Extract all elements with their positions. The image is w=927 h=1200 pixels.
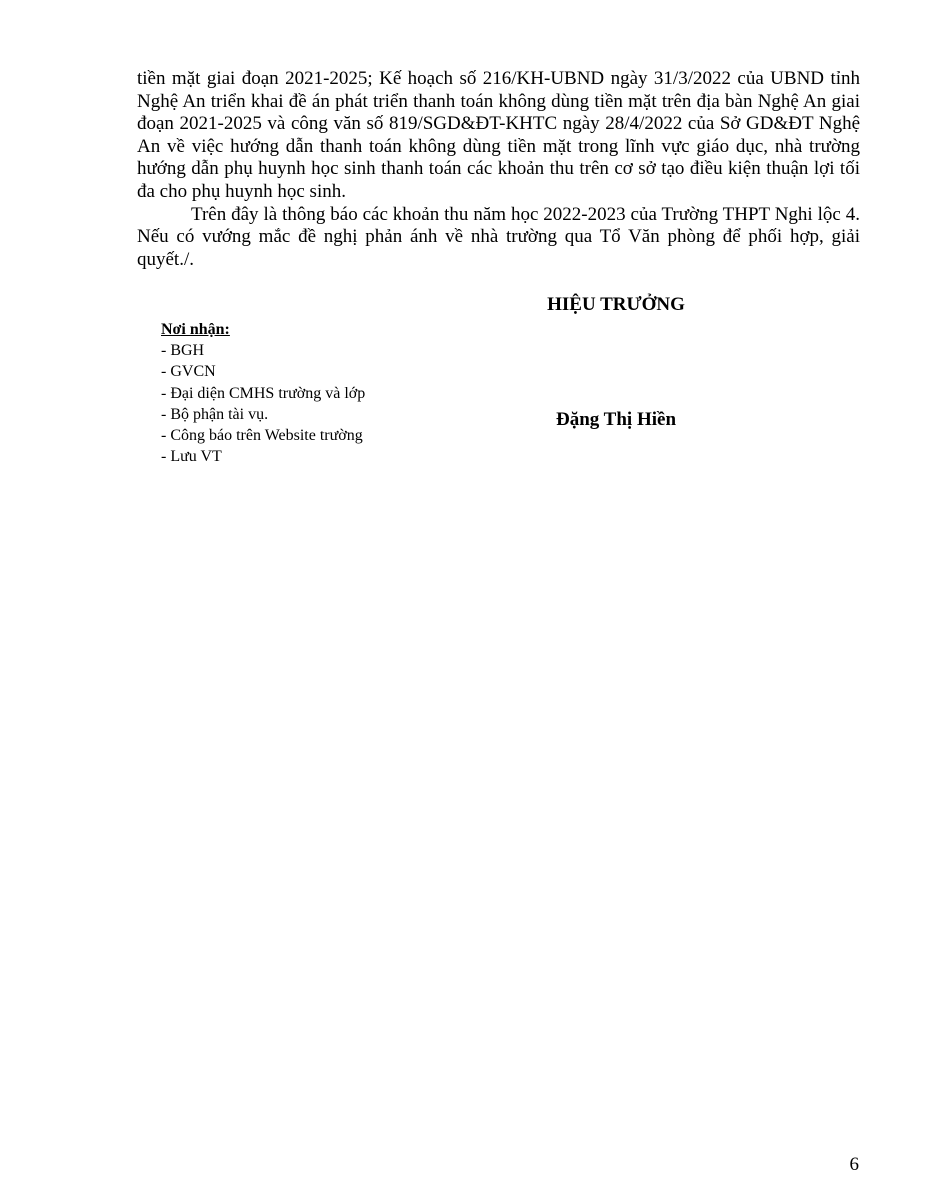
recipients-list <box>161 340 481 467</box>
body-paragraph-1: tiền mặt giai đoạn 2021-2025; Kế hoạch số 216/KH-UBND ngày 31/3/2022 của UBND tỉnh Nghệ An triển khai đề án phát triển thanh toán không dùng tiền mặt trên địa bàn Nghệ An giai đoạn 2021-2025 và công văn số 819/SGD&ĐT-KHTC ngày 28/4/2022 của Sở GD&ĐT Nghệ An về việc hướng dẫn thanh toán không dùng tiền mặt trong lĩnh vực giáo dục, nhà trường hướng dẫn phụ huynh học sinh thanh toán các khoản thu trên cơ sở tạo điều kiện thuận lợi tối đa cho phụ huynh học sinh. <box>137 68 860 202</box>
body-paragraph-2: Trên đây là thông báo các khoản thu năm học 2022-2023 của Trường THPT Nghi lộc 4. Nếu có vướng mắc đề nghị phản ánh về nhà trường qua Tổ Văn phòng để phối hợp, giải quyết./. <box>137 203 860 270</box>
signer-name: Đặng Thị Hiền <box>555 409 677 430</box>
body-text <box>137 68 860 271</box>
recipient-item: - GVCN <box>161 363 216 381</box>
recipients-heading: Nơi nhận: <box>161 321 230 338</box>
recipient-item: - Đại diện CMHS trường và lớp <box>161 384 366 402</box>
recipient-item: - Bộ phận tài vụ. <box>161 405 269 423</box>
recipient-item: - BGH <box>161 342 205 360</box>
page-number: 6 <box>849 1154 859 1175</box>
recipient-item: - Công báo trên Website trường <box>161 427 363 445</box>
recipient-item: - Lưu VT <box>161 448 222 466</box>
signature-title: HIỆU TRƯỞNG <box>547 294 685 315</box>
recipients-block <box>161 319 481 467</box>
